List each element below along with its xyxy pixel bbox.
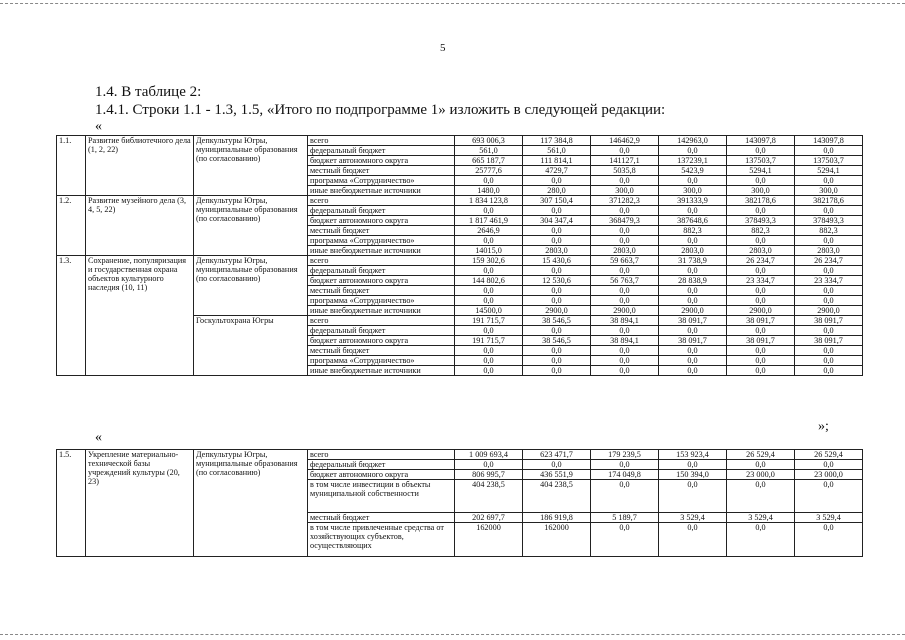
amount-cell: 2803,0 — [523, 246, 591, 256]
amount-cell: 142963,0 — [659, 136, 727, 146]
funding-source-cell: местный бюджет — [308, 286, 455, 296]
funding-source-cell: бюджет автономного округа — [308, 470, 455, 480]
amount-cell: 0,0 — [795, 366, 863, 376]
amount-cell: 0,0 — [591, 296, 659, 306]
amount-cell: 3 529,4 — [659, 513, 727, 523]
amount-cell: 0,0 — [455, 286, 523, 296]
amount-cell: 0,0 — [727, 480, 795, 513]
amount-cell: 38 091,7 — [659, 336, 727, 346]
budget-table-row-1-5 — [56, 449, 863, 557]
amount-cell: 0,0 — [455, 236, 523, 246]
amount-cell: 0,0 — [591, 356, 659, 366]
scan-edge-top — [0, 3, 905, 4]
funding-source-cell: всего — [308, 256, 455, 266]
amount-cell: 387648,6 — [659, 216, 727, 226]
amount-cell: 0,0 — [523, 286, 591, 296]
amount-cell: 0,0 — [727, 356, 795, 366]
amount-cell: 15 430,6 — [523, 256, 591, 266]
amount-cell: 0,0 — [659, 346, 727, 356]
amount-cell: 146462,9 — [591, 136, 659, 146]
amount-cell: 561,0 — [523, 146, 591, 156]
amount-cell: 0,0 — [591, 286, 659, 296]
amount-cell: 59 663,7 — [591, 256, 659, 266]
amount-cell: 0,0 — [795, 206, 863, 216]
amount-cell: 0,0 — [523, 226, 591, 236]
amount-cell: 0,0 — [455, 296, 523, 306]
amount-cell: 0,0 — [795, 236, 863, 246]
amount-cell: 300,0 — [659, 186, 727, 196]
amount-cell: 404 238,5 — [455, 480, 523, 513]
amount-cell: 378493,3 — [795, 216, 863, 226]
funding-source-cell: программа «Сотрудничество» — [308, 356, 455, 366]
amount-cell: 0,0 — [659, 286, 727, 296]
amount-cell: 0,0 — [591, 346, 659, 356]
amount-cell: 0,0 — [591, 460, 659, 470]
amount-cell: 137503,7 — [727, 156, 795, 166]
amount-cell: 4729,7 — [523, 166, 591, 176]
amount-cell: 623 471,7 — [523, 450, 591, 460]
executor-cell: Депкультуры Югры, муниципальные образования (по согласованию) — [194, 196, 308, 256]
amount-cell: 0,0 — [659, 356, 727, 366]
measure-name-cell: Развитие библиотечного дела (1, 2, 22) — [86, 136, 194, 196]
amount-cell: 806 995,7 — [455, 470, 523, 480]
funding-source-cell: местный бюджет — [308, 166, 455, 176]
amount-cell: 391333,9 — [659, 196, 727, 206]
scan-edge-bottom — [0, 634, 905, 635]
executor-cell: Госкультохрана Югры — [194, 316, 308, 376]
executor-cell: Депкультуры Югры, муниципальные образования (по согласованию) — [194, 450, 308, 557]
amount-cell: 0,0 — [659, 206, 727, 216]
amount-cell: 38 091,7 — [727, 316, 795, 326]
amount-cell: 144 802,6 — [455, 276, 523, 286]
measure-name-cell: Развитие музейного дела (3, 4, 5, 22) — [86, 196, 194, 256]
amount-cell: 38 091,7 — [795, 336, 863, 346]
amount-cell: 882,3 — [659, 226, 727, 236]
amount-cell: 0,0 — [591, 266, 659, 276]
executor-cell: Депкультуры Югры, муниципальные образования (по согласованию) — [194, 136, 308, 196]
amount-cell: 23 334,7 — [727, 276, 795, 286]
amount-cell: 0,0 — [455, 176, 523, 186]
amount-cell: 0,0 — [727, 326, 795, 336]
amount-cell: 143097,8 — [727, 136, 795, 146]
budget-table-main — [56, 135, 863, 376]
amount-cell: 307 150,4 — [523, 196, 591, 206]
amount-cell: 25777,6 — [455, 166, 523, 176]
amount-cell: 0,0 — [455, 356, 523, 366]
amount-cell: 5294,1 — [727, 166, 795, 176]
amount-cell: 28 838,9 — [659, 276, 727, 286]
page-number: 5 — [440, 42, 446, 54]
amount-cell: 0,0 — [795, 266, 863, 276]
funding-source-cell: иные внебюджетные источники — [308, 366, 455, 376]
amount-cell: 38 894,1 — [591, 336, 659, 346]
amount-cell: 162000 — [455, 523, 523, 557]
amount-cell: 0,0 — [455, 366, 523, 376]
funding-source-cell: в том числе привлеченные средства от хозяйствующих субъектов, осуществляющих — [308, 523, 455, 557]
funding-source-cell: федеральный бюджет — [308, 206, 455, 216]
measure-name-cell: Сохранение, популяризация и государственная охрана объектов культурного наследия (10, 11) — [86, 256, 194, 376]
amount-cell: 0,0 — [659, 460, 727, 470]
executor-cell: Депкультуры Югры, муниципальные образования (по согласованию) — [194, 256, 308, 316]
funding-source-cell: всего — [308, 316, 455, 326]
amount-cell: 38 091,7 — [659, 316, 727, 326]
amount-cell: 0,0 — [455, 460, 523, 470]
amount-cell: 300,0 — [795, 186, 863, 196]
amount-cell: 2803,0 — [795, 246, 863, 256]
amount-cell: 202 697,7 — [455, 513, 523, 523]
amount-cell: 1480,0 — [455, 186, 523, 196]
amount-cell: 0,0 — [727, 206, 795, 216]
amount-cell: 2900,0 — [795, 306, 863, 316]
amount-cell: 0,0 — [795, 356, 863, 366]
amount-cell: 0,0 — [591, 236, 659, 246]
funding-source-cell: иные внебюджетные источники — [308, 186, 455, 196]
amount-cell: 1 817 461,9 — [455, 216, 523, 226]
amount-cell: 0,0 — [591, 146, 659, 156]
funding-source-cell: местный бюджет — [308, 513, 455, 523]
funding-source-cell: программа «Сотрудничество» — [308, 176, 455, 186]
amount-cell: 0,0 — [591, 206, 659, 216]
amount-cell: 162000 — [523, 523, 591, 557]
amount-cell: 191 715,7 — [455, 336, 523, 346]
amount-cell: 0,0 — [523, 326, 591, 336]
funding-source-cell: в том числе инвестиции в объекты муниципальной собственности — [308, 480, 455, 513]
amount-cell: 0,0 — [795, 146, 863, 156]
amount-cell: 2900,0 — [591, 306, 659, 316]
amount-cell: 382178,6 — [795, 196, 863, 206]
funding-source-cell: местный бюджет — [308, 226, 455, 236]
amount-cell: 137239,1 — [659, 156, 727, 166]
amount-cell: 0,0 — [523, 206, 591, 216]
amount-cell: 26 234,7 — [795, 256, 863, 266]
table-row — [57, 196, 863, 206]
closing-quote: »; — [818, 419, 829, 434]
amount-cell: 300,0 — [591, 186, 659, 196]
amount-cell: 2900,0 — [659, 306, 727, 316]
amount-cell: 0,0 — [727, 146, 795, 156]
amount-cell: 382178,6 — [727, 196, 795, 206]
amount-cell: 280,0 — [523, 186, 591, 196]
amount-cell: 3 529,4 — [727, 513, 795, 523]
amount-cell: 5423,9 — [659, 166, 727, 176]
funding-source-cell: иные внебюджетные источники — [308, 246, 455, 256]
amount-cell: 117 384,8 — [523, 136, 591, 146]
amount-cell: 0,0 — [659, 326, 727, 336]
amount-cell: 0,0 — [727, 366, 795, 376]
funding-source-cell: федеральный бюджет — [308, 146, 455, 156]
row-number-cell: 1.1. — [57, 136, 86, 196]
funding-source-cell: федеральный бюджет — [308, 326, 455, 336]
amount-cell: 0,0 — [727, 266, 795, 276]
amount-cell: 0,0 — [795, 296, 863, 306]
amount-cell: 38 091,7 — [795, 316, 863, 326]
amount-cell: 0,0 — [659, 176, 727, 186]
amount-cell: 0,0 — [795, 523, 863, 557]
amount-cell: 0,0 — [727, 236, 795, 246]
amount-cell: 23 334,7 — [795, 276, 863, 286]
amount-cell: 0,0 — [455, 266, 523, 276]
amount-cell: 0,0 — [591, 480, 659, 513]
amount-cell: 882,3 — [795, 226, 863, 236]
amount-cell: 0,0 — [455, 206, 523, 216]
amount-cell: 0,0 — [523, 296, 591, 306]
row-number-cell: 1.5. — [57, 450, 86, 557]
amount-cell: 186 919,8 — [523, 513, 591, 523]
amount-cell: 26 234,7 — [727, 256, 795, 266]
amount-cell: 0,0 — [591, 226, 659, 236]
amount-cell: 2803,0 — [659, 246, 727, 256]
amount-cell: 561,0 — [455, 146, 523, 156]
amount-cell: 12 530,6 — [523, 276, 591, 286]
amount-cell: 150 394,0 — [659, 470, 727, 480]
amount-cell: 0,0 — [591, 176, 659, 186]
amount-cell: 0,0 — [795, 286, 863, 296]
amount-cell: 0,0 — [659, 296, 727, 306]
amount-cell: 38 091,7 — [727, 336, 795, 346]
amount-cell: 0,0 — [591, 366, 659, 376]
funding-source-cell: иные внебюджетные источники — [308, 306, 455, 316]
amount-cell: 56 763,7 — [591, 276, 659, 286]
amount-cell: 0,0 — [591, 523, 659, 557]
amount-cell: 0,0 — [523, 356, 591, 366]
amount-cell: 38 894,1 — [591, 316, 659, 326]
funding-source-cell: федеральный бюджет — [308, 266, 455, 276]
amount-cell: 1 009 693,4 — [455, 450, 523, 460]
funding-source-cell: бюджет автономного округа — [308, 336, 455, 346]
amount-cell: 0,0 — [659, 366, 727, 376]
amount-cell: 0,0 — [591, 326, 659, 336]
table-row — [57, 450, 863, 460]
amount-cell: 2900,0 — [727, 306, 795, 316]
table-row — [57, 256, 863, 266]
amount-cell: 38 546,5 — [523, 316, 591, 326]
funding-source-cell: программа «Сотрудничество» — [308, 236, 455, 246]
amount-cell: 26 529,4 — [727, 450, 795, 460]
row-number-cell: 1.2. — [57, 196, 86, 256]
amount-cell: 2803,0 — [591, 246, 659, 256]
amount-cell: 179 239,5 — [591, 450, 659, 460]
amount-cell: 0,0 — [795, 176, 863, 186]
table-row — [57, 136, 863, 146]
amount-cell: 371282,3 — [591, 196, 659, 206]
amount-cell: 0,0 — [523, 346, 591, 356]
amount-cell: 38 546,5 — [523, 336, 591, 346]
section-heading: 1.4. В таблице 2: — [95, 84, 202, 100]
amount-cell: 0,0 — [455, 346, 523, 356]
subsection-heading: 1.4.1. Строки 1.1 - 1.3, 1.5, «Итого по подпрограмме 1» изложить в следующей редакции: — [95, 102, 666, 118]
amount-cell: 191 715,7 — [455, 316, 523, 326]
amount-cell: 141127,1 — [591, 156, 659, 166]
amount-cell: 0,0 — [659, 523, 727, 557]
amount-cell: 0,0 — [455, 326, 523, 336]
amount-cell: 404 238,5 — [523, 480, 591, 513]
funding-source-cell: местный бюджет — [308, 346, 455, 356]
amount-cell: 368479,3 — [591, 216, 659, 226]
amount-cell: 1 834 123,8 — [455, 196, 523, 206]
amount-cell: 0,0 — [795, 460, 863, 470]
opening-quote-2: « — [95, 430, 102, 445]
amount-cell: 0,0 — [659, 146, 727, 156]
funding-source-cell: всего — [308, 450, 455, 460]
amount-cell: 0,0 — [523, 266, 591, 276]
amount-cell: 0,0 — [659, 266, 727, 276]
amount-cell: 882,3 — [727, 226, 795, 236]
amount-cell: 693 006,3 — [455, 136, 523, 146]
amount-cell: 31 738,9 — [659, 256, 727, 266]
amount-cell: 0,0 — [727, 523, 795, 557]
amount-cell: 26 529,4 — [795, 450, 863, 460]
amount-cell: 174 049,8 — [591, 470, 659, 480]
amount-cell: 159 302,6 — [455, 256, 523, 266]
amount-cell: 111 814,1 — [523, 156, 591, 166]
amount-cell: 304 347,4 — [523, 216, 591, 226]
amount-cell: 23 000,0 — [795, 470, 863, 480]
amount-cell: 436 551,9 — [523, 470, 591, 480]
amount-cell: 0,0 — [727, 176, 795, 186]
amount-cell: 0,0 — [795, 480, 863, 513]
opening-quote: « — [95, 119, 102, 134]
funding-source-cell: федеральный бюджет — [308, 460, 455, 470]
amount-cell: 0,0 — [727, 346, 795, 356]
amount-cell: 0,0 — [795, 326, 863, 336]
amount-cell: 137503,7 — [795, 156, 863, 166]
funding-source-cell: бюджет автономного округа — [308, 156, 455, 166]
amount-cell: 0,0 — [727, 296, 795, 306]
row-number-cell: 1.3. — [57, 256, 86, 376]
measure-name-cell: Укрепление материально-технической базы учреждений культуры (20, 23) — [86, 450, 194, 557]
amount-cell: 0,0 — [523, 176, 591, 186]
amount-cell: 2646,9 — [455, 226, 523, 236]
amount-cell: 143097,8 — [795, 136, 863, 146]
funding-source-cell: бюджет автономного округа — [308, 276, 455, 286]
amount-cell: 300,0 — [727, 186, 795, 196]
amount-cell: 2803,0 — [727, 246, 795, 256]
amount-cell: 665 187,7 — [455, 156, 523, 166]
amount-cell: 5294,1 — [795, 166, 863, 176]
amount-cell: 0,0 — [659, 480, 727, 513]
amount-cell: 14015,0 — [455, 246, 523, 256]
amount-cell: 0,0 — [523, 236, 591, 246]
funding-source-cell: всего — [308, 136, 455, 146]
amount-cell: 0,0 — [727, 460, 795, 470]
amount-cell: 5 189,7 — [591, 513, 659, 523]
amount-cell: 378493,3 — [727, 216, 795, 226]
funding-source-cell: бюджет автономного округа — [308, 216, 455, 226]
amount-cell: 153 923,4 — [659, 450, 727, 460]
amount-cell: 0,0 — [727, 286, 795, 296]
amount-cell: 3 529,4 — [795, 513, 863, 523]
amount-cell: 2900,0 — [523, 306, 591, 316]
amount-cell: 0,0 — [523, 366, 591, 376]
amount-cell: 0,0 — [523, 460, 591, 470]
amount-cell: 0,0 — [659, 236, 727, 246]
amount-cell: 0,0 — [795, 346, 863, 356]
amount-cell: 14500,0 — [455, 306, 523, 316]
amount-cell: 23 000,0 — [727, 470, 795, 480]
funding-source-cell: программа «Сотрудничество» — [308, 296, 455, 306]
funding-source-cell: всего — [308, 196, 455, 206]
amount-cell: 5035,8 — [591, 166, 659, 176]
